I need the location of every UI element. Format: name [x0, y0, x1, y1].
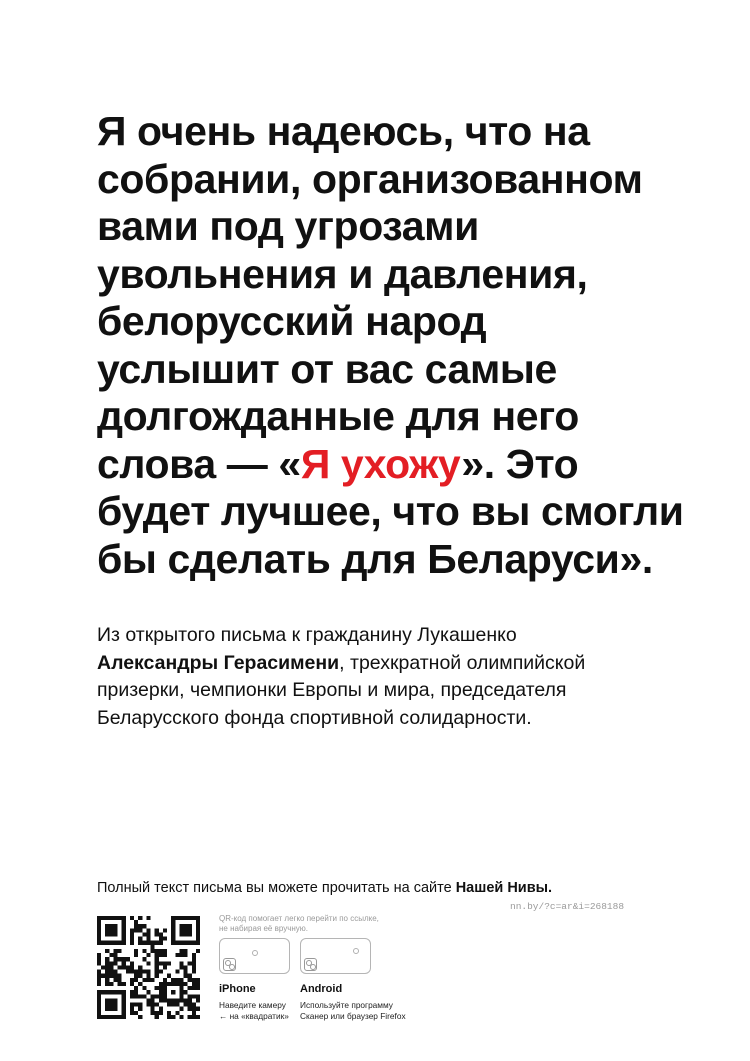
iphone-instruction-line: Наведите камеру — [219, 1000, 286, 1010]
quote-attribution — [97, 622, 697, 732]
quote-text: ». Это — [461, 440, 579, 487]
full-text-note — [97, 880, 552, 896]
iphone-instruction-line: ← на «квадратик» — [219, 1010, 289, 1021]
quote-line: увольнения и давления, — [97, 250, 588, 297]
android-instructions — [300, 983, 406, 1021]
iphone-instructions — [219, 983, 289, 1021]
quote-line: собрании, организованном — [97, 155, 643, 202]
qr-hint-line: не набирая её вручную. — [219, 924, 308, 933]
quote-line: долгожданные для него — [97, 393, 579, 439]
android-phone-outline-icon — [300, 938, 371, 974]
attribution-line: призерки, чемпионки Европы и мира, председателя — [97, 679, 567, 701]
site-name-link[interactable]: Нашей Нивы. — [455, 880, 553, 896]
quote-line: будет лучшее, что вы смогли — [97, 488, 684, 534]
attribution-line: Из открытого письма к гражданину Лукашенко — [97, 624, 517, 646]
flash-icon — [252, 950, 258, 956]
short-url[interactable]: nn.by/?c=ar&i=268188 — [510, 901, 625, 912]
iphone-label: iPhone — [219, 983, 256, 995]
quote-text: слова — « — [97, 440, 301, 487]
main-quote — [97, 108, 684, 583]
android-instruction-line: Сканер или браузер Firefox — [300, 1010, 406, 1021]
quote-highlight: Я ухожу — [300, 440, 462, 487]
android-label: Android — [300, 983, 343, 995]
author-name: Александры Герасимени — [97, 651, 340, 674]
qr-code-icon[interactable] — [97, 916, 200, 1019]
android-instruction-line: Используйте программу — [300, 1000, 393, 1010]
quote-line: услышит от вас самые — [97, 345, 557, 392]
quote-line: Я очень надеюсь, что на — [97, 108, 590, 154]
attribution-text: , трехкратной олимпийской — [339, 651, 586, 674]
camera-lens-icon — [304, 958, 317, 971]
iphone-outline-icon — [219, 938, 290, 974]
quote-line: белорусский народ — [97, 298, 487, 344]
camera-lens-icon — [223, 958, 236, 971]
attribution-line — [97, 650, 697, 678]
flash-icon — [353, 948, 359, 954]
qr-hint — [219, 914, 379, 934]
qr-hint-line: QR-код помогает легко перейти по ссылке, — [219, 914, 379, 923]
quote-line: вами под угрозами — [97, 203, 479, 249]
full-text-prefix: Полный текст письма вы можете прочитать на сайте — [97, 880, 456, 896]
quote-line-highlight-row — [97, 441, 677, 489]
quote-line: бы сделать для Беларуси». — [97, 535, 653, 582]
attribution-line: Беларусского фонда спортивной солидарности. — [97, 706, 532, 729]
